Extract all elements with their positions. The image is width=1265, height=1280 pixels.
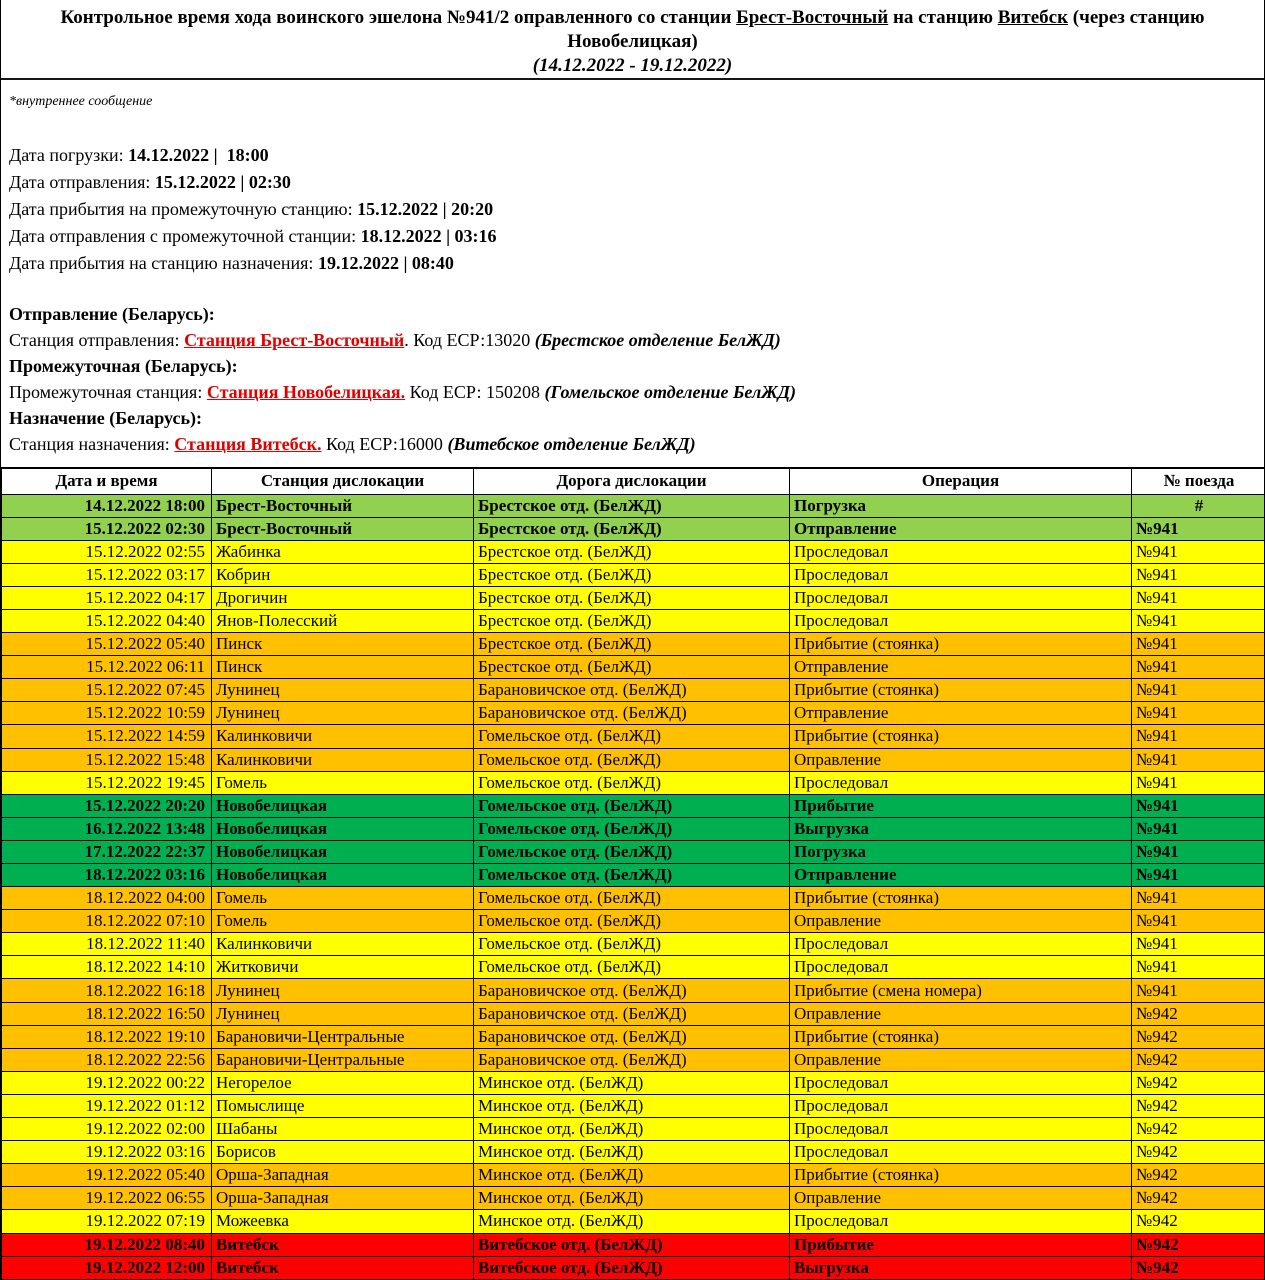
schedule-summary — [9, 142, 1264, 277]
schedule-line-intermediate-arrival — [9, 196, 1264, 223]
cell-station: Гомель — [212, 910, 474, 933]
railway-division: (Брестское отделение БелЖД) — [534, 330, 781, 350]
cell-operation: Отправление — [790, 702, 1132, 725]
section-line-departure — [9, 327, 1264, 353]
cell-road: Барановичское отд. (БелЖД) — [474, 1002, 790, 1025]
cell-station: Лунинец — [212, 1002, 474, 1025]
cell-road: Брестское отд. (БелЖД) — [474, 563, 790, 586]
cell-datetime: 19.12.2022 02:00 — [2, 1118, 212, 1141]
cell-station: Калинковичи — [212, 748, 474, 771]
page-title — [1, 0, 1264, 80]
cell-station: Калинковичи — [212, 725, 474, 748]
cell-train: №941 — [1132, 794, 1265, 817]
table-row — [2, 702, 1265, 725]
cell-train: №942 — [1132, 1118, 1265, 1141]
table-row — [2, 1164, 1265, 1187]
cell-road: Минское отд. (БелЖД) — [474, 1210, 790, 1233]
cell-datetime: 18.12.2022 19:10 — [2, 1025, 212, 1048]
cell-station: Новобелицкая — [212, 817, 474, 840]
cell-operation: Прибытие — [790, 794, 1132, 817]
cell-operation: Прибытие (стоянка) — [790, 1164, 1132, 1187]
cell-datetime: 15.12.2022 10:59 — [2, 702, 212, 725]
cell-road: Витебское отд. (БелЖД) — [474, 1233, 790, 1256]
cell-road: Гомельское отд. (БелЖД) — [474, 771, 790, 794]
cell-station: Барановичи-Центральные — [212, 1025, 474, 1048]
table-row — [2, 656, 1265, 679]
cell-datetime: 18.12.2022 11:40 — [2, 933, 212, 956]
table-row — [2, 1210, 1265, 1233]
cell-train: №941 — [1132, 817, 1265, 840]
cell-station: Янов-Полесский — [212, 609, 474, 632]
cell-operation: Отправление — [790, 864, 1132, 887]
cell-station: Лунинец — [212, 979, 474, 1002]
cell-operation: Проследовал — [790, 1210, 1132, 1233]
cell-operation: Прибытие (стоянка) — [790, 725, 1132, 748]
section-heading-departure: Отправление (Беларусь): — [9, 304, 215, 324]
cell-operation: Проследовал — [790, 586, 1132, 609]
cell-train: №941 — [1132, 725, 1265, 748]
schedule-label: Дата отправления: — [9, 172, 155, 192]
cell-station: Витебск — [212, 1256, 474, 1279]
cell-road: Брестское отд. (БелЖД) — [474, 633, 790, 656]
table-row — [2, 887, 1265, 910]
table-row — [2, 563, 1265, 586]
cell-train: №942 — [1132, 1048, 1265, 1071]
cell-operation: Проследовал — [790, 609, 1132, 632]
cell-station: Орша-Западная — [212, 1187, 474, 1210]
cell-road: Минское отд. (БелЖД) — [474, 1164, 790, 1187]
internal-message-note: *внутреннее сообщение — [9, 94, 153, 109]
cell-datetime: 19.12.2022 03:16 — [2, 1141, 212, 1164]
table-row — [2, 1048, 1265, 1071]
table-row — [2, 1187, 1265, 1210]
cell-station: Кобрин — [212, 563, 474, 586]
cell-operation: Выгрузка — [790, 1256, 1132, 1279]
cell-train: №941 — [1132, 517, 1265, 540]
header-operation: Операция — [790, 468, 1132, 494]
schedule-line-loading — [9, 142, 1264, 169]
schedule-label: Дата погрузки: — [9, 145, 129, 165]
cell-operation: Прибытие (стоянка) — [790, 887, 1132, 910]
schedule-label: Дата прибытия на станцию назначения: — [9, 253, 318, 273]
cell-datetime: 18.12.2022 07:10 — [2, 910, 212, 933]
table-row — [2, 1071, 1265, 1094]
cell-road: Барановичское отд. (БелЖД) — [474, 1048, 790, 1071]
cell-train: №941 — [1132, 979, 1265, 1002]
cell-train: №941 — [1132, 910, 1265, 933]
title-station-to: Витебск — [997, 7, 1069, 28]
cell-operation: Проследовал — [790, 540, 1132, 563]
railway-division: (Витебское отделение БелЖД) — [447, 434, 696, 454]
cell-operation: Отправление — [790, 656, 1132, 679]
cell-train: №942 — [1132, 1002, 1265, 1025]
cell-road: Минское отд. (БелЖД) — [474, 1094, 790, 1117]
table-row — [2, 748, 1265, 771]
station-code: Код ЕСР:16000 — [326, 434, 448, 454]
cell-station: Борисов — [212, 1141, 474, 1164]
cell-operation: Оправление — [790, 910, 1132, 933]
cell-road: Барановичское отд. (БелЖД) — [474, 979, 790, 1002]
cell-operation: Прибытие — [790, 1233, 1132, 1256]
intermediate-station-link: Станция Новобелицкая. — [206, 382, 406, 402]
section-label: Станция назначения: — [9, 434, 175, 454]
cell-station: Орша-Западная — [212, 1164, 474, 1187]
cell-train: №941 — [1132, 864, 1265, 887]
cell-operation: Прибытие (стоянка) — [790, 633, 1132, 656]
title-station-from: Брест-Восточный — [736, 7, 889, 28]
cell-datetime: 19.12.2022 01:12 — [2, 1094, 212, 1117]
cell-road: Витебское отд. (БелЖД) — [474, 1256, 790, 1279]
table-row — [2, 1141, 1265, 1164]
table-row — [2, 725, 1265, 748]
cell-road: Гомельское отд. (БелЖД) — [474, 910, 790, 933]
cell-road: Минское отд. (БелЖД) — [474, 1118, 790, 1141]
table-row — [2, 979, 1265, 1002]
cell-datetime: 17.12.2022 22:37 — [2, 840, 212, 863]
header-train-number: № поезда — [1132, 468, 1265, 494]
section-heading-destination: Назначение (Беларусь): — [9, 408, 202, 428]
table-row — [2, 494, 1265, 517]
cell-road: Гомельское отд. (БелЖД) — [474, 725, 790, 748]
cell-train: №941 — [1132, 609, 1265, 632]
cell-station: Калинковичи — [212, 933, 474, 956]
cell-train: №941 — [1132, 702, 1265, 725]
cell-train: №941 — [1132, 540, 1265, 563]
cell-train: №941 — [1132, 679, 1265, 702]
table-row — [2, 933, 1265, 956]
cell-datetime: 19.12.2022 12:00 — [2, 1256, 212, 1279]
cell-road: Минское отд. (БелЖД) — [474, 1141, 790, 1164]
header-station: Станция дислокации — [212, 468, 474, 494]
cell-road: Гомельское отд. (БелЖД) — [474, 794, 790, 817]
table-row — [2, 910, 1265, 933]
cell-operation: Проследовал — [790, 1071, 1132, 1094]
cell-datetime: 19.12.2022 06:55 — [2, 1187, 212, 1210]
cell-road: Брестское отд. (БелЖД) — [474, 586, 790, 609]
cell-train: №942 — [1132, 1233, 1265, 1256]
cell-datetime: 19.12.2022 00:22 — [2, 1071, 212, 1094]
cell-datetime: 15.12.2022 04:40 — [2, 609, 212, 632]
cell-datetime: 15.12.2022 14:59 — [2, 725, 212, 748]
cell-datetime: 18.12.2022 03:16 — [2, 864, 212, 887]
table-row — [2, 517, 1265, 540]
cell-datetime: 15.12.2022 20:20 — [2, 794, 212, 817]
cell-train: №942 — [1132, 1141, 1265, 1164]
cell-train: №942 — [1132, 1210, 1265, 1233]
cell-road: Брестское отд. (БелЖД) — [474, 517, 790, 540]
cell-datetime: 16.12.2022 13:48 — [2, 817, 212, 840]
cell-datetime: 15.12.2022 07:45 — [2, 679, 212, 702]
table-row — [2, 1002, 1265, 1025]
cell-train: №941 — [1132, 586, 1265, 609]
cell-road: Брестское отд. (БелЖД) — [474, 494, 790, 517]
railway-division: (Гомельское отделение БелЖД) — [544, 382, 797, 402]
cell-train: №941 — [1132, 887, 1265, 910]
destination-station-link: Станция Витебск. — [174, 434, 322, 454]
cell-datetime: 15.12.2022 03:17 — [2, 563, 212, 586]
cell-operation: Оправление — [790, 1002, 1132, 1025]
table-row — [2, 794, 1265, 817]
table-row — [2, 1233, 1265, 1256]
header-road: Дорога дислокации — [474, 468, 790, 494]
cell-road: Гомельское отд. (БелЖД) — [474, 748, 790, 771]
cell-operation: Проследовал — [790, 933, 1132, 956]
cell-station: Житковичи — [212, 956, 474, 979]
cell-train: №941 — [1132, 840, 1265, 863]
cell-road: Минское отд. (БелЖД) — [474, 1071, 790, 1094]
cell-train: №941 — [1132, 633, 1265, 656]
cell-operation: Прибытие (смена номера) — [790, 979, 1132, 1002]
cell-datetime: 15.12.2022 19:45 — [2, 771, 212, 794]
cell-operation: Погрузка — [790, 494, 1132, 517]
cell-operation: Проследовал — [790, 956, 1132, 979]
cell-datetime: 15.12.2022 02:55 — [2, 540, 212, 563]
table-row — [2, 679, 1265, 702]
table-header-row — [2, 468, 1265, 494]
cell-road: Гомельское отд. (БелЖД) — [474, 956, 790, 979]
cell-datetime: 14.12.2022 18:00 — [2, 494, 212, 517]
cell-station: Гомель — [212, 887, 474, 910]
cell-station: Брест-Восточный — [212, 494, 474, 517]
section-heading-intermediate: Промежуточная (Беларусь): — [9, 356, 238, 376]
schedule-value: 19.12.2022 | 08:40 — [317, 253, 454, 273]
header-datetime: Дата и время — [2, 468, 212, 494]
cell-datetime: 18.12.2022 16:18 — [2, 979, 212, 1002]
schedule-line-intermediate-departure — [9, 223, 1264, 250]
cell-operation: Проследовал — [790, 1118, 1132, 1141]
cell-road: Гомельское отд. (БелЖД) — [474, 887, 790, 910]
table-row — [2, 840, 1265, 863]
section-label: Промежуточная станция: — [9, 382, 207, 402]
table-row — [2, 633, 1265, 656]
cell-train: №941 — [1132, 956, 1265, 979]
cell-train: №941 — [1132, 563, 1265, 586]
cell-road: Гомельское отд. (БелЖД) — [474, 933, 790, 956]
cell-train: №942 — [1132, 1187, 1265, 1210]
cell-operation: Оправление — [790, 1187, 1132, 1210]
table-row — [2, 956, 1265, 979]
cell-train: №942 — [1132, 1256, 1265, 1279]
cell-datetime: 19.12.2022 08:40 — [2, 1233, 212, 1256]
cell-road: Минское отд. (БелЖД) — [474, 1187, 790, 1210]
section-line-destination — [9, 431, 1264, 457]
cell-station: Брест-Восточный — [212, 517, 474, 540]
schedule-label: Дата прибытия на промежуточную станцию: — [9, 199, 358, 219]
section-label: Станция отправления: — [9, 330, 185, 350]
schedule-line-destination-arrival — [9, 250, 1264, 277]
cell-station: Новобелицкая — [212, 864, 474, 887]
schedule-value: 15.12.2022 | 20:20 — [357, 199, 494, 219]
cell-datetime: 19.12.2022 07:19 — [2, 1210, 212, 1233]
cell-train: №942 — [1132, 1071, 1265, 1094]
cell-road: Брестское отд. (БелЖД) — [474, 656, 790, 679]
cell-station: Помыслище — [212, 1094, 474, 1117]
cell-datetime: 18.12.2022 14:10 — [2, 956, 212, 979]
schedule-value: 15.12.2022 | 02:30 — [154, 172, 291, 192]
table-row — [2, 864, 1265, 887]
cell-datetime: 15.12.2022 02:30 — [2, 517, 212, 540]
cell-operation: Оправление — [790, 748, 1132, 771]
cell-operation: Прибытие (стоянка) — [790, 679, 1132, 702]
table-row — [2, 540, 1265, 563]
cell-operation: Выгрузка — [790, 817, 1132, 840]
section-separator: . — [404, 330, 414, 350]
cell-station: Шабаны — [212, 1118, 474, 1141]
cell-station: Жабинка — [212, 540, 474, 563]
table-row — [2, 609, 1265, 632]
cell-road: Барановичское отд. (БелЖД) — [474, 679, 790, 702]
table-row — [2, 817, 1265, 840]
cell-road: Брестское отд. (БелЖД) — [474, 540, 790, 563]
schedule-line-departure — [9, 169, 1264, 196]
cell-station: Лунинец — [212, 702, 474, 725]
title-text-part2: на станцию — [888, 7, 998, 28]
cell-station: Новобелицкая — [212, 840, 474, 863]
cell-train: №941 — [1132, 933, 1265, 956]
cell-station: Негорелое — [212, 1071, 474, 1094]
station-sections — [9, 301, 1264, 457]
table-row — [2, 1025, 1265, 1048]
cell-station: Барановичи-Центральные — [212, 1048, 474, 1071]
cell-station: Витебск — [212, 1233, 474, 1256]
schedule-value: 18.12.2022 | 03:16 — [360, 226, 497, 246]
cell-train: №941 — [1132, 748, 1265, 771]
cell-datetime: 15.12.2022 15:48 — [2, 748, 212, 771]
cell-datetime: 18.12.2022 04:00 — [2, 887, 212, 910]
table-row — [2, 586, 1265, 609]
section-line-intermediate — [9, 379, 1264, 405]
cell-datetime: 15.12.2022 04:17 — [2, 586, 212, 609]
cell-datetime: 15.12.2022 05:40 — [2, 633, 212, 656]
cell-road: Барановичское отд. (БелЖД) — [474, 702, 790, 725]
cell-operation: Проследовал — [790, 771, 1132, 794]
title-text-part3: (через станцию Новобелицкая) — [567, 7, 1205, 52]
station-code: Код ЕСР: 150208 — [409, 382, 545, 402]
cell-datetime: 18.12.2022 22:56 — [2, 1048, 212, 1071]
schedule-label: Дата отправления с промежуточной станции: — [9, 226, 361, 246]
table-row — [2, 1256, 1265, 1279]
cell-road: Гомельское отд. (БелЖД) — [474, 840, 790, 863]
cell-train: №942 — [1132, 1025, 1265, 1048]
table-row — [2, 771, 1265, 794]
cell-road: Барановичское отд. (БелЖД) — [474, 1025, 790, 1048]
train-route-table — [1, 467, 1265, 1280]
departure-station-link: Станция Брест-Восточный — [184, 330, 405, 350]
cell-station: Дрогичин — [212, 586, 474, 609]
cell-train: №941 — [1132, 656, 1265, 679]
cell-road: Брестское отд. (БелЖД) — [474, 609, 790, 632]
cell-road: Гомельское отд. (БелЖД) — [474, 864, 790, 887]
cell-train: # — [1132, 494, 1265, 517]
document-body — [1, 80, 1264, 467]
cell-station: Пинск — [212, 656, 474, 679]
cell-train: №942 — [1132, 1094, 1265, 1117]
cell-station: Лунинец — [212, 679, 474, 702]
title-date-range: (14.12.2022 - 19.12.2022) — [532, 55, 733, 76]
table-row — [2, 1094, 1265, 1117]
cell-station: Новобелицкая — [212, 794, 474, 817]
station-code: Код ЕСР:13020 — [413, 330, 535, 350]
cell-datetime: 19.12.2022 05:40 — [2, 1164, 212, 1187]
cell-station: Можеевка — [212, 1210, 474, 1233]
table-row — [2, 1118, 1265, 1141]
cell-operation: Прибытие (стоянка) — [790, 1025, 1132, 1048]
cell-operation: Погрузка — [790, 840, 1132, 863]
schedule-value: 14.12.2022 | 18:00 — [128, 145, 269, 165]
cell-station: Гомель — [212, 771, 474, 794]
cell-operation: Отправление — [790, 517, 1132, 540]
cell-operation: Проследовал — [790, 563, 1132, 586]
train-table-body — [2, 494, 1265, 1279]
cell-operation: Оправление — [790, 1048, 1132, 1071]
cell-train: №942 — [1132, 1164, 1265, 1187]
cell-operation: Проследовал — [790, 1141, 1132, 1164]
cell-operation: Проследовал — [790, 1094, 1132, 1117]
cell-train: №941 — [1132, 771, 1265, 794]
cell-datetime: 18.12.2022 16:50 — [2, 1002, 212, 1025]
cell-station: Пинск — [212, 633, 474, 656]
title-text-part1: Контрольное время хода воинского эшелона №941/2 оправленного со станции — [60, 7, 737, 28]
cell-datetime: 15.12.2022 06:11 — [2, 656, 212, 679]
cell-road: Гомельское отд. (БелЖД) — [474, 817, 790, 840]
